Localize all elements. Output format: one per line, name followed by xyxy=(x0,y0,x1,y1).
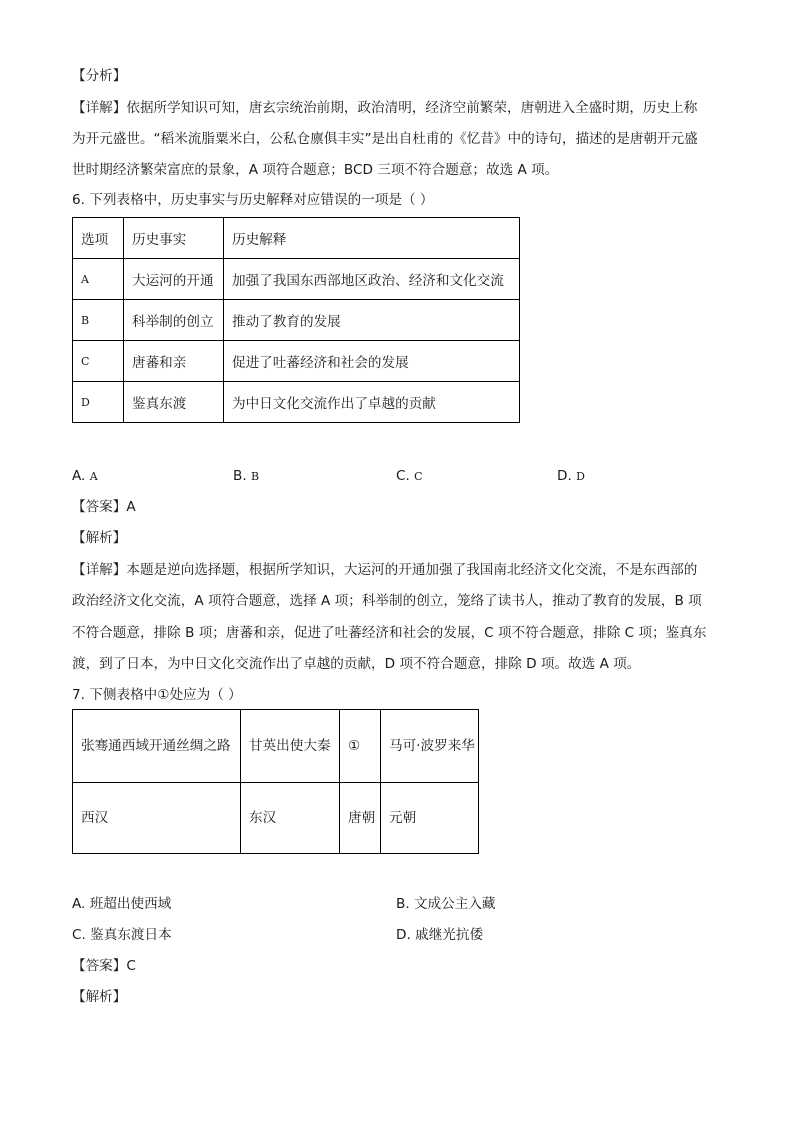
analysis-label-5: 【分析】 xyxy=(72,68,127,84)
explanation-6-line1: 【详解】本题是逆向选择题，根据所学知识，大运河的开通加强了我国南北经济文化交流，不是东西部的 xyxy=(72,562,698,578)
header-explanation: 历史解释 xyxy=(224,218,520,259)
option-value: A xyxy=(89,470,98,483)
row-explanation: 加强了我国东西部地区政治、经济和文化交流 xyxy=(224,259,520,300)
dynasty-tang: 唐朝 xyxy=(340,783,381,854)
option-value: C xyxy=(414,470,423,483)
row-explanation: 推动了教育的发展 xyxy=(224,300,520,341)
dynasty-eastern-han: 东汉 xyxy=(241,783,340,854)
option-6-b xyxy=(233,466,259,487)
option-7-a: A. 班超出使西域 xyxy=(72,896,172,912)
question-7: 7. 下侧表格中①处应为（ ） xyxy=(72,687,242,703)
option-7-d: D. 戚继光抗倭 xyxy=(396,927,484,943)
row-option: D xyxy=(73,382,124,423)
option-prefix: D. xyxy=(557,468,577,484)
explanation-5-line2: 为开元盛世。“稻米流脂粟米白，公私仓廪俱丰实”是出自杜甫的《忆昔》中的诗句，描述的是唐朝开元盛 xyxy=(72,131,698,147)
dynasty-western-han: 西汉 xyxy=(73,783,241,854)
option-6-a xyxy=(72,466,98,487)
answer-6: 【答案】A xyxy=(72,499,136,515)
header-option: 选项 xyxy=(73,218,124,259)
option-7-b: B. 文成公主入藏 xyxy=(396,896,496,912)
explanation-6-line2: 政治经济文化交流，A 项符合题意，选择 A 项；科举制的创立，笼络了读书人，推动了教育的发展，B 项 xyxy=(72,593,702,609)
question-7-table xyxy=(72,709,479,854)
row-option: A xyxy=(73,259,124,300)
table-row xyxy=(73,259,520,300)
event-silk-road: 张骞通西域开通丝绸之路 xyxy=(73,710,241,783)
option-prefix: A. xyxy=(72,468,90,484)
row-fact: 科举制的创立 xyxy=(124,300,224,341)
row-explanation: 为中日文化交流作出了卓越的贡献 xyxy=(224,382,520,423)
explanation-6-line3: 不符合题意，排除 B 项；唐蕃和亲，促进了吐蕃经济和社会的发展，C 项不符合题意，排除 C 项；鉴真东 xyxy=(72,625,707,641)
analysis-label-7: 【解析】 xyxy=(72,989,127,1005)
explanation-5-line3: 世时期经济繁荣富庶的景象，A 项符合题意；BCD 三项不符合题意；故选 A 项。 xyxy=(72,162,559,178)
row-fact: 鉴真东渡 xyxy=(124,382,224,423)
option-value: D xyxy=(576,470,585,483)
analysis-label-6: 【解析】 xyxy=(72,530,127,546)
event-gan-ying: 甘英出使大秦 xyxy=(241,710,340,783)
header-fact: 历史事实 xyxy=(124,218,224,259)
event-blank: ① xyxy=(340,710,381,783)
answer-7: 【答案】C xyxy=(72,958,136,974)
option-6-c xyxy=(396,466,423,487)
explanation-5-line1: 【详解】依据所学知识可知，唐玄宗统治前期，政治清明，经济空前繁荣，唐朝进入全盛时期，历史上称 xyxy=(72,100,698,116)
row-explanation: 促进了吐蕃经济和社会的发展 xyxy=(224,341,520,382)
table-row xyxy=(73,710,479,783)
table-row xyxy=(73,382,520,423)
option-value: B xyxy=(250,470,260,483)
explanation-6-line4: 渡，到了日本，为中日文化交流作出了卓越的贡献，D 项不符合题意，排除 D 项。故选 A 项。 xyxy=(72,656,641,672)
row-fact: 唐蕃和亲 xyxy=(124,341,224,382)
row-option: B xyxy=(73,300,124,341)
option-7-c: C. 鉴真东渡日本 xyxy=(72,927,172,943)
table-row xyxy=(73,341,520,382)
table-row xyxy=(73,300,520,341)
option-6-d xyxy=(557,466,585,487)
row-fact: 大运河的开通 xyxy=(124,259,224,300)
event-marco-polo: 马可·波罗来华 xyxy=(381,710,479,783)
table-header-row xyxy=(73,218,520,259)
row-option: C xyxy=(73,341,124,382)
option-prefix: C. xyxy=(396,468,415,484)
question-6-table xyxy=(72,217,520,423)
table-row xyxy=(73,783,479,854)
dynasty-yuan: 元朝 xyxy=(381,783,479,854)
question-6: 6. 下列表格中，历史事实与历史解释对应错误的一项是（ ） xyxy=(72,192,434,208)
option-prefix: B. xyxy=(233,468,251,484)
